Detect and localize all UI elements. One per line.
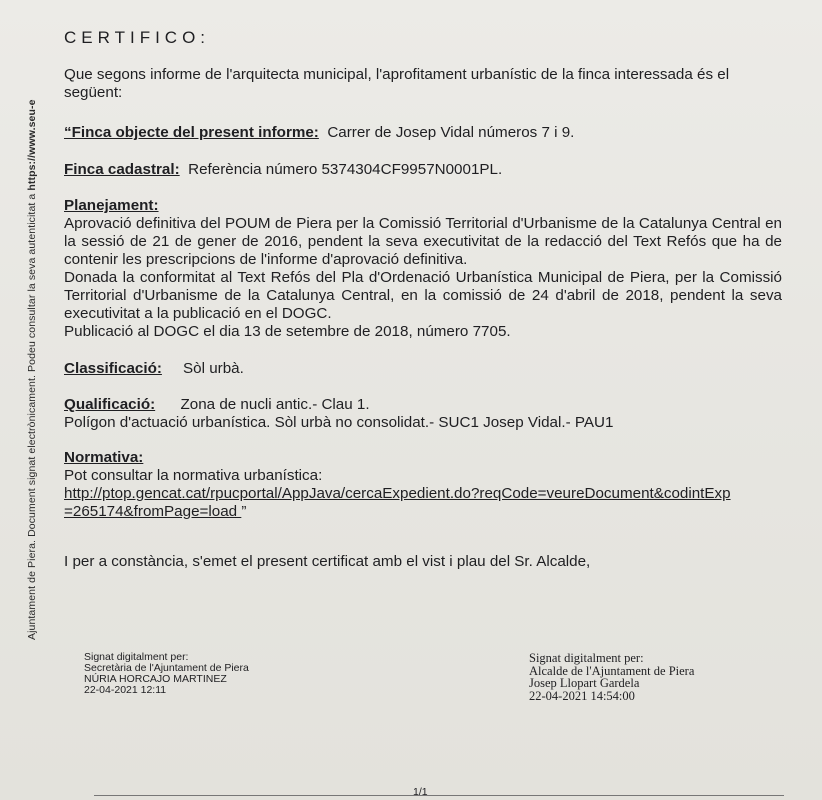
planejament-section (64, 197, 782, 341)
planejament-paragraph-2: Donada la conformitat al Text Refós del Pla d'Ordenació Urbanística Municipal de Piera, per la Comissió Territorial d'Urbanisme de la Catalunya Central, en la comissió de 24 d'abril de 2018, pendent la seva executivitat a la publicació en el DOGC. (64, 269, 782, 322)
qualificacio-label: Qualificació: (64, 396, 156, 413)
signature-right-line-1: Signat digitalment per: (529, 651, 644, 665)
side-note-url[interactable]: https://www.seu-e (26, 99, 38, 191)
normativa-link-line-2[interactable]: =265174&fromPage=load (64, 503, 242, 520)
cadastral-section (64, 161, 782, 179)
normativa-text: Pot consultar la normativa urbanística: (64, 467, 323, 484)
page-number: 1/1 (413, 786, 428, 798)
normativa-link-line-1[interactable]: http://ptop.gencat.cat/rpucportal/AppJava/cercaExpedient.do?reqCode=veureDocument&codintExp (64, 485, 731, 502)
classificacio-value: Sòl urbà. (183, 360, 244, 377)
classificacio-label: Classificació: (64, 360, 162, 377)
footer-divider (94, 795, 784, 796)
signature-left (84, 652, 249, 696)
closing-text: I per a constància, s'emet el present certificat amb el vist i plau del Sr. Alcalde, (64, 553, 591, 570)
closing-paragraph (64, 553, 782, 571)
signature-right (529, 652, 694, 702)
signature-left-line-2: Secretària de l'Ajuntament de Piera (84, 662, 249, 674)
cadastral-label: Finca cadastral: (64, 161, 180, 178)
planejament-label: Planejament: (64, 197, 159, 214)
signature-right-line-2: Alcalde de l'Ajuntament de Piera (529, 663, 695, 678)
finca-section (64, 124, 782, 142)
side-note-text: Ajuntament de Piera. Document signat electrònicament. Podeu consultar la seva autenticitat a (26, 190, 38, 640)
finca-label: “Finca objecte del present informe: (64, 124, 319, 141)
signature-right-line-3: Josep Llopart Gardela (529, 676, 640, 690)
signature-right-line-4: 22-04-2021 14:54:00 (529, 688, 635, 703)
signature-left-line-4: 22-04-2021 12:11 (84, 684, 167, 696)
normativa-section (64, 449, 782, 521)
certifico-heading: CERTIFICO: (64, 28, 211, 47)
finca-value: Carrer de Josep Vidal números 7 i 9. (327, 124, 575, 141)
planejament-paragraph-1: Aprovació definitiva del POUM de Piera per la Comissió Territorial d'Urbanisme de la Catalunya Central en la sessió de 21 de gener de 2016, pendent la seva executivitat de la redacció del Text Refós que ha de contenir les prescripcions de l'informe d'aprovació definitiva. (64, 215, 782, 268)
signature-left-line-3: NÚRIA HORCAJO MARTINEZ (84, 673, 227, 685)
signature-left-line-1: Signat digitalment per: (84, 651, 189, 663)
side-authenticity-note (26, 0, 38, 640)
planejament-paragraph-3: Publicació al DOGC el dia 13 de setembre de 2018, número 7705. (64, 323, 511, 340)
classificacio-section (64, 360, 782, 378)
intro-paragraph (64, 66, 782, 102)
qualificacio-section (64, 396, 782, 432)
qualificacio-value: Zona de nucli antic.- Clau 1. (180, 396, 370, 413)
qualificacio-line-2: Polígon d'actuació urbanística. Sòl urbà no consolidat.- SUC1 Josep Vidal.- PAU1 (64, 414, 614, 431)
intro-text: Que segons informe de l'arquitecta municipal, l'aprofitament urbanístic de la finca interessada és el següent: (64, 66, 730, 101)
normativa-label: Normativa: (64, 449, 144, 466)
normativa-link-suffix: ” (241, 503, 247, 520)
cadastral-value: Referència número 5374304CF9957N0001PL. (188, 161, 503, 178)
